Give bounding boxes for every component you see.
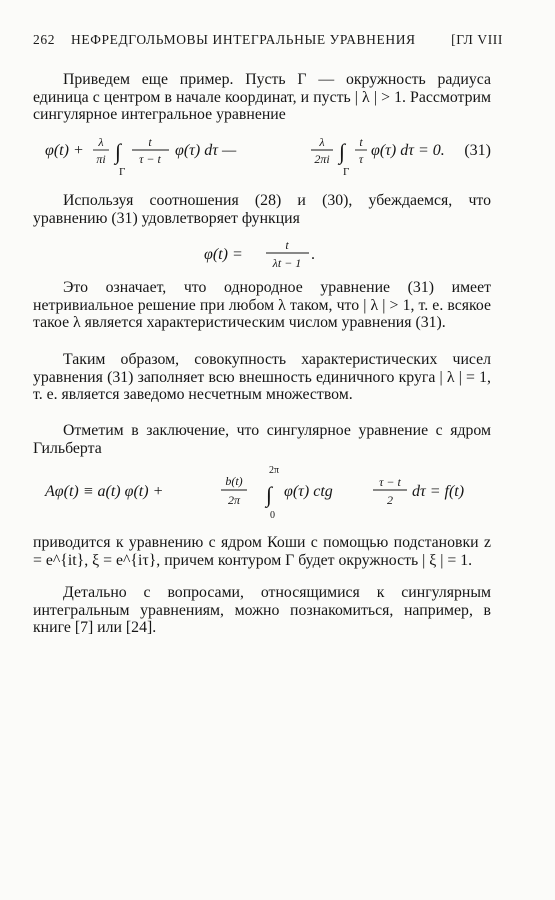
running-header xyxy=(33,32,503,48)
paragraph-7: Детально с вопросами, относящимися к сингулярным интегральным уравнениям, можно познакомиться, например, в книге [7] или [24]. xyxy=(33,584,491,637)
paragraph-6: приводится к уравнению с ядром Коши с помощью подстановки z = e^{it}, ξ = e^{iτ}, причем контуром Г будет окружность | ξ | = 1. xyxy=(33,534,491,569)
paragraph-2: Используя соотношения (28) и (30), убеждаемся, что уравнению (31) удовлетворяет функция xyxy=(33,192,491,227)
equation-solution-svg xyxy=(33,234,491,274)
hilbert-mid: φ(τ) ctg xyxy=(284,483,333,500)
eq31-frac1-den: πi xyxy=(96,152,106,166)
eq31-frac4-den: τ xyxy=(358,152,364,166)
equation-hilbert-svg xyxy=(33,460,491,522)
sol-den: λt − 1 xyxy=(272,256,302,270)
hilbert-frac2-num: τ − t xyxy=(379,475,401,489)
equation-31 xyxy=(33,128,491,178)
hilbert-lhs: Aφ(t) ≡ a(t) φ(t) + xyxy=(45,483,164,500)
hilbert-frac-den: 2π xyxy=(227,493,241,507)
hilbert-int-upper: 2π xyxy=(269,465,280,476)
eq31-contour1: Г xyxy=(119,166,126,178)
eq31-frac3-den: 2πi xyxy=(314,152,330,166)
hilbert-end: dτ = f(t) xyxy=(412,483,465,500)
paragraph-3: Это означает, что однородное уравнение (31) имеет нетривиальное решение при любом λ таком, что | λ | > 1, т. е. всякое такое λ является характеристическим числом уравнения (31). xyxy=(33,279,491,332)
paragraph-4: Таким образом, совокупность характеристических чисел уравнения (31) заполняет всю внешность единичного круга | λ | = 1, т. е. является заведомо несчетным множеством. xyxy=(33,351,491,404)
eq31-frac2-num: t xyxy=(148,135,152,149)
eq31-number: (31) xyxy=(464,142,491,159)
sol-num: t xyxy=(285,238,289,252)
eq31-phi-t: φ(t) + xyxy=(45,142,84,159)
eq31-frac3-num: λ xyxy=(319,135,325,149)
hilbert-int: ∫ xyxy=(266,482,273,507)
hilbert-int-lower: 0 xyxy=(270,510,275,521)
page-number: 262 xyxy=(33,32,56,47)
equation-solution xyxy=(33,234,491,274)
sol-lhs: φ(t) = xyxy=(204,246,243,263)
equation-31-svg xyxy=(33,128,491,178)
eq31-frac2-den: τ − t xyxy=(139,152,161,166)
hilbert-frac2-den: 2 xyxy=(387,493,393,507)
eq31-frac4-num: t xyxy=(359,135,363,149)
eq31-int1: ∫ xyxy=(115,139,122,164)
eq31-int2: ∫ xyxy=(339,139,346,164)
equation-hilbert xyxy=(33,460,491,522)
paragraph-5: Отметим в заключение, что сингулярное уравнение с ядром Гильберта xyxy=(33,422,491,457)
sol-end: . xyxy=(311,246,315,263)
hilbert-frac-num: b(t) xyxy=(225,474,243,488)
chapter-label: [ГЛ VIII xyxy=(451,32,503,47)
eq31-phi-tau: φ(τ) dτ — xyxy=(175,142,237,159)
eq31-phi-tau2: φ(τ) dτ = 0. xyxy=(371,142,445,159)
eq31-contour2: Г xyxy=(343,166,350,178)
running-title: НЕФРЕДГОЛЬМОВЫ ИНТЕГРАЛЬНЫЕ УРАВНЕНИЯ xyxy=(71,32,416,47)
paragraph-1: Приведем еще пример. Пусть Г — окружность радиуса единица с центром в начале координат, и пусть | λ | > 1. Рассмотрим сингулярное интегральное уравнение xyxy=(33,71,491,124)
eq31-frac1-num: λ xyxy=(98,135,104,149)
